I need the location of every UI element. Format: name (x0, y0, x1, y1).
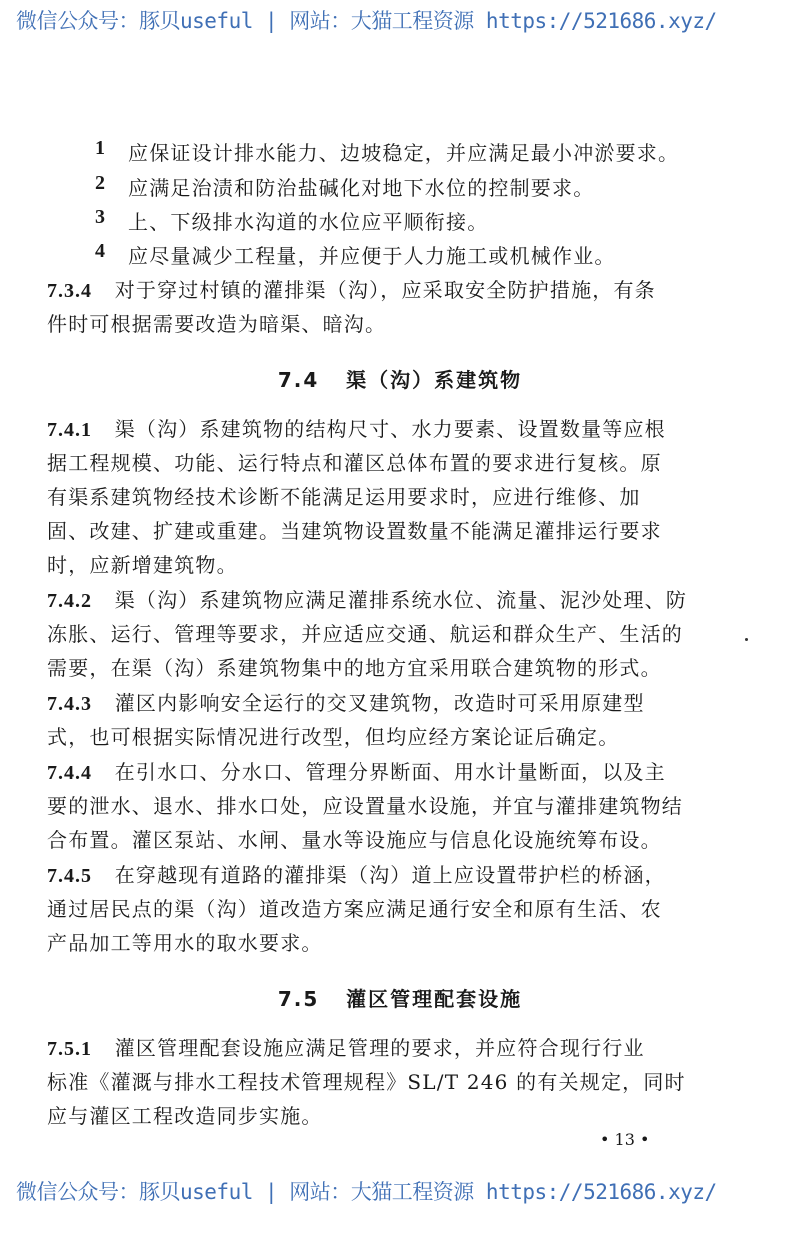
clause-number: 7.5.1 (47, 1038, 92, 1060)
clause-text: 对于穿过村镇的灌排渠（沟），应采取安全防护措施，有条 (114, 278, 656, 302)
clause-text: 产品加工等用水的取水要求。 (47, 931, 323, 955)
clause-text: 灌区内影响安全运行的交叉建筑物，改造时可采用原建型 (114, 691, 645, 715)
clause-number: 7.4.5 (47, 865, 92, 887)
clause-text: 标准《灌溉与排水工程技术管理规程》SL/T 246 的有关规定，同时 (47, 1070, 686, 1094)
clause-number: 7.4.3 (47, 693, 92, 715)
list-item-number: 4 (95, 240, 105, 262)
clause-text: 时，应新增建筑物。 (47, 553, 238, 577)
clause-number: 7.3.4 (47, 280, 92, 302)
list-item-text: 应满足治渍和防治盐碱化对地下水位的控制要求。 (128, 176, 595, 200)
clause-text: 在穿越现有道路的灌排渠（沟）道上应设置带护栏的桥涵， (114, 863, 666, 887)
page-number: • 13 • (600, 1130, 650, 1149)
clause-number: 7.4.1 (47, 419, 92, 441)
clause-text: 固、改建、扩建或重建。当建筑物设置数量不能满足灌排运行要求 (47, 519, 662, 543)
scan-speck (745, 638, 748, 641)
watermark-bottom: 微信公众号：豚贝useful | 网站：大猫工程资源 https://521686.xyz/ (16, 1180, 717, 1204)
clause-text: 冻胀、运行、管理等要求，并应适应交通、航运和群众生产、生活的 (47, 622, 683, 646)
clause-text: 件时可根据需要改造为暗渠、暗沟。 (47, 312, 387, 336)
clause-text: 需要，在渠（沟）系建筑物集中的地方宜采用联合建筑物的形式。 (47, 656, 662, 680)
clause-text: 在引水口、分水口、管理分界断面、用水计量断面，以及主 (114, 760, 666, 784)
clause-number: 7.4.2 (47, 590, 92, 612)
list-item-text: 应尽量减少工程量，并应便于人力施工或机械作业。 (128, 244, 616, 268)
section-number: 7.4 (277, 368, 320, 392)
watermark-top: 微信公众号：豚贝useful | 网站：大猫工程资源 https://521686.xyz/ (16, 9, 717, 33)
section-title: 渠（沟）系建筑物 (346, 368, 523, 392)
clause-text: 应与灌区工程改造同步实施。 (47, 1104, 323, 1128)
list-item-number: 2 (95, 172, 105, 194)
section-title: 灌区管理配套设施 (346, 987, 523, 1011)
clause-text: 通过居民点的渠（沟）道改造方案应满足通行安全和原有生活、农 (47, 897, 662, 921)
clause-text: 据工程规模、功能、运行特点和灌区总体布置的要求进行复核。原 (47, 451, 662, 475)
list-item-number: 1 (95, 137, 105, 159)
list-item-text: 应保证设计排水能力、边坡稳定，并应满足最小冲淤要求。 (128, 141, 680, 165)
clause-text: 渠（沟）系建筑物的结构尺寸、水力要素、设置数量等应根 (114, 417, 666, 441)
section-heading-7-4 (0, 364, 800, 393)
section-number: 7.5 (277, 987, 320, 1011)
clause-text: 灌区管理配套设施应满足管理的要求，并应符合现行行业 (114, 1036, 645, 1060)
clause-text: 合布置。灌区泵站、水闸、量水等设施应与信息化设施统筹布设。 (47, 828, 662, 852)
clause-text: 有渠系建筑物经技术诊断不能满足运用要求时，应进行维修、加 (47, 485, 641, 509)
list-item-number: 3 (95, 206, 105, 228)
clause-text: 式，也可根据实际情况进行改型，但均应经方案论证后确定。 (47, 725, 620, 749)
list-item-text: 上、下级排水沟道的水位应平顺衔接。 (128, 210, 489, 234)
clause-number: 7.4.4 (47, 762, 92, 784)
clause-text: 渠（沟）系建筑物应满足灌排系统水位、流量、泥沙处理、防 (114, 588, 688, 612)
section-heading-7-5 (0, 983, 800, 1012)
clause-text: 要的泄水、退水、排水口处，应设置量水设施，并宜与灌排建筑物结 (47, 794, 683, 818)
